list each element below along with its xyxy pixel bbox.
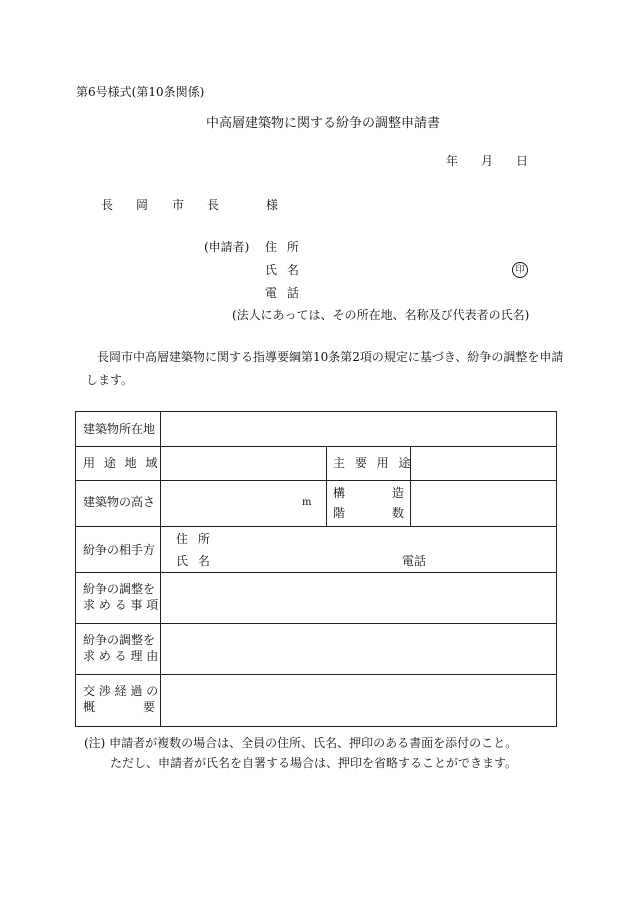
meter-unit: m [302,497,312,508]
party-name-label: 氏 名 [176,554,210,568]
applicant-address-label: 住 所 [265,240,299,254]
building-height-label: 建築物の高さ [83,495,156,509]
applicant-phone-label: 電 話 [265,286,299,300]
structure-label-b: 造 [392,486,405,500]
negotiation-label-line2b: 要 [143,700,156,714]
table-rule [326,446,327,526]
application-table [75,411,557,727]
table-rule [76,572,556,573]
form-title: 中高層建築物に関する紛争の調整申請書 [206,116,441,131]
floors-label-a: 階 [333,506,346,520]
addressee-char: 長 [101,198,114,212]
addressee-char: 長 [207,198,220,212]
main-use-label: 主 要 用 途 [333,456,411,470]
note-line2: ただし、申請者が氏名を自署する場合は、押印を省略することができます。 [110,756,518,770]
use-district-label: 用 途 地 域 [83,456,158,470]
seal-mark: 印 [512,262,528,278]
note-line1: (注) 申請者が複数の場合は、全員の住所、氏名、押印のある書面を添付のこと。 [84,736,518,750]
building-location-label: 建築物所在地 [83,422,156,436]
floors-label-b: 数 [392,506,405,520]
structure-label-a: 構 [333,486,346,500]
table-rule [76,526,556,527]
matters-label-line1: 紛争の調整を [83,582,156,596]
table-rule [76,674,556,675]
reasons-label-line1: 紛争の調整を [83,633,156,647]
date-day: 日 [516,154,529,168]
applicant-label: (申請者) [204,240,250,254]
addressee-honorific: 様 [266,198,279,212]
negotiation-label-line1: 交 渉 経 過 の [83,684,159,698]
applicant-name-label: 氏 名 [265,263,299,277]
party-address-label: 住 所 [176,532,210,546]
applicant-note: (法人にあっては、その所在地、名称及び代表者の氏名) [232,308,530,322]
body-text-line1: 長岡市中高層建築物に関する指導要綱第10条第2項の規定に基づき、紛争の調整を申請 [97,350,564,364]
party-phone-label: 電話 [402,554,427,568]
table-rule [76,446,556,447]
body-text-line2: します。 [86,373,134,387]
addressee-char: 岡 [136,198,149,212]
negotiation-label-line2a: 概 [83,700,96,714]
date-year: 年 [446,154,459,168]
table-rule [76,480,556,481]
addressee-char: 市 [172,198,185,212]
table-rule [160,412,161,726]
reasons-label-line2: 求 め る 理 由 [83,649,159,663]
dispute-party-label: 紛争の相手方 [83,543,156,557]
table-rule [76,623,556,624]
form-number: 第6号様式(第10条関係) [76,85,205,99]
matters-label-line2: 求 め る 事 項 [83,598,159,612]
date-month: 月 [481,154,494,168]
